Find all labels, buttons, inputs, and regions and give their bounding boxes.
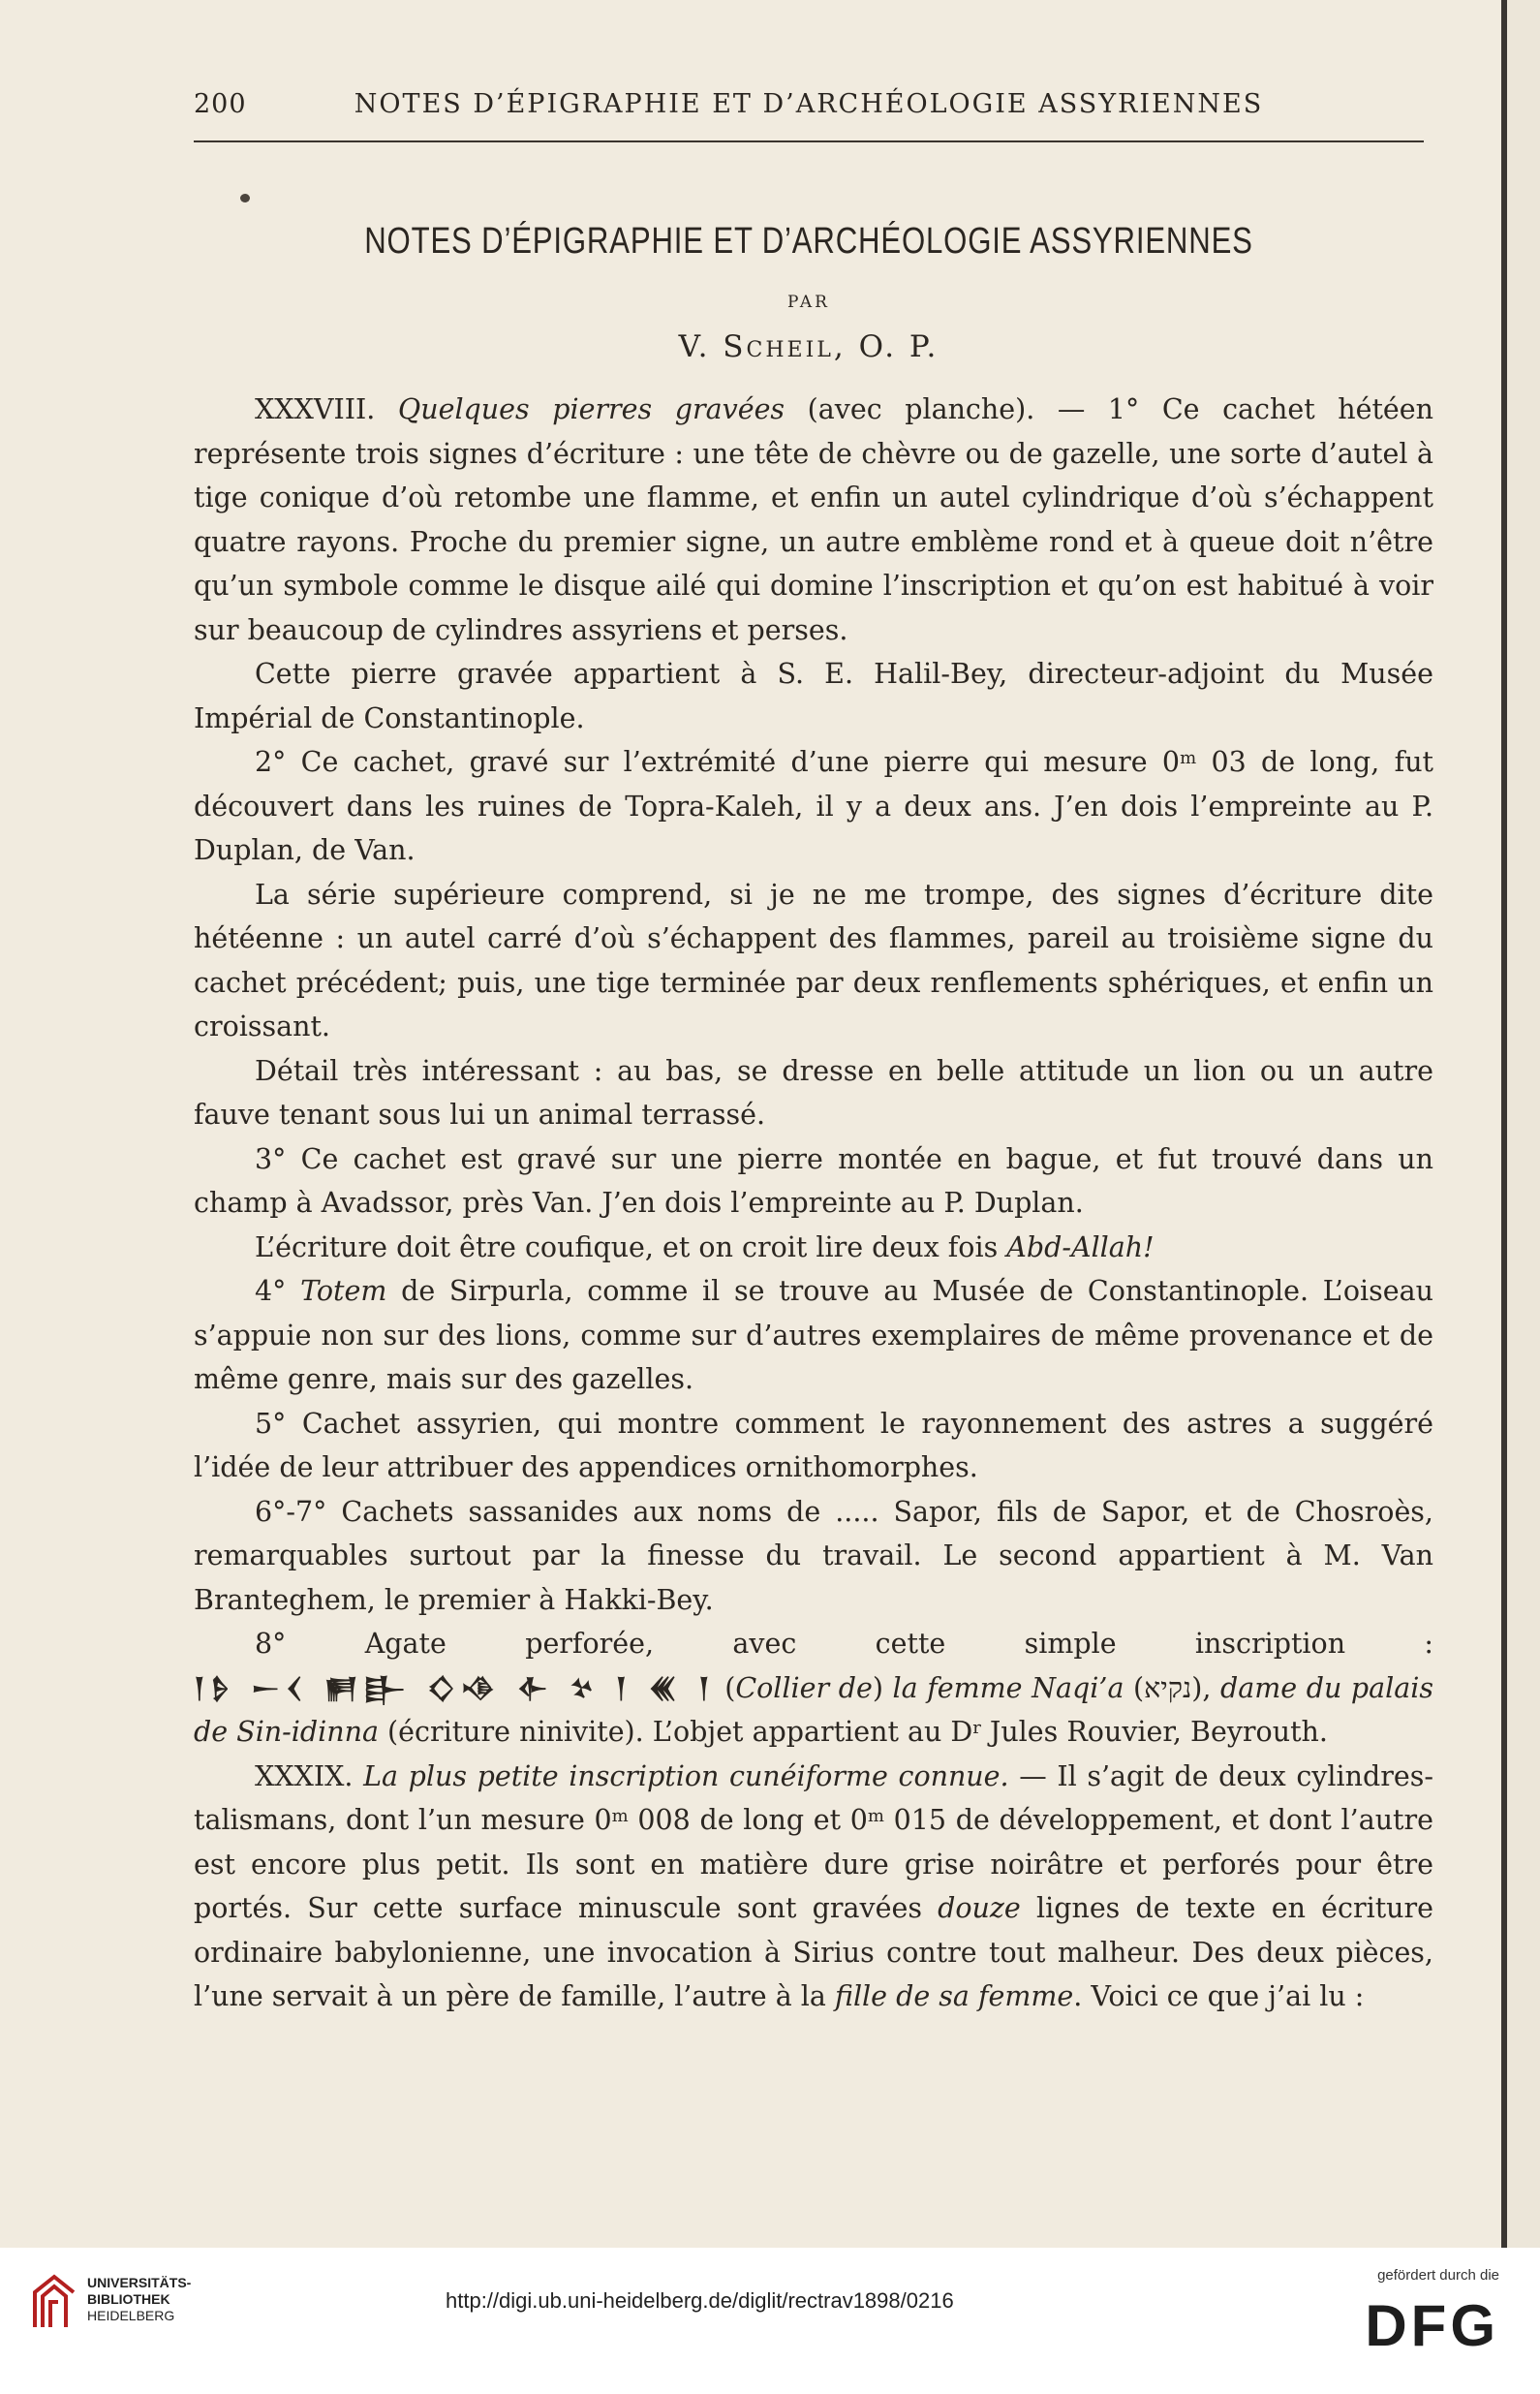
paragraph: 5° Cachet assyrien, qui montre comment le rayonnement des astres a suggéré l’idée de leur attribuer des appendices ornithomorphes. — [194, 1407, 1433, 1483]
running-title: NOTES D’ÉPIGRAPHIE ET D’ARCHÉOLOGIE ASSYRIENNES — [354, 89, 1264, 119]
paragraph: 2° Ce cachet, gravé sur l’extrémité d’une pierre qui mesure 0$^m$ 03 de long, fut découvert dans les ruines de Topra-Kaleh, il y a deux ans. J’en dois l’empreinte au P. Duplan, de Van. — [194, 746, 1433, 866]
ink-speck — [240, 194, 250, 202]
paragraph: Détail très intéressant : au bas, se dresse en belle attitude un lion ou un autre fauve tenant sous lui un animal terrassé. — [194, 1054, 1433, 1131]
header-rule — [194, 140, 1424, 142]
byline-par: PAR — [787, 293, 830, 312]
paragraph: XXXVIII. Quelques pierres gravées (avec planche). — 1° Ce cachet hétéen représente trois signes d’écriture : une tête de chèvre ou de gazelle, une sorte d’autel à tige conique d’où retombe une flamme, et enfin un autel cylindrique d’où s’échappent quatre rayons. Proche du premier signe, un autre emblème rond et à queue doit n’être qu’un symbole comme le disque ailé qui domine l’inscription et qu’on est habitué à voir sur beaucoup de cylindres assyriens et perses. — [194, 393, 1434, 646]
paragraph: 4° Totem de Sirpurla, comme il se trouve au Musée de Constantinople. L’oiseau s’appuie non sur des lions, comme sur d’autres exemplaires de même provenance et de même genre, mais sur des gazelles. — [194, 1275, 1433, 1395]
source-url-link[interactable]: http://digi.ub.uni-heidelberg.de/diglit/rectrav1898/0216 — [446, 2288, 954, 2313]
digitization-footer — [0, 2248, 1540, 2394]
paragraph: XXXIX. La plus petite inscription cunéiforme connue. — Il s’agit de deux cylindres-talismans, dont l’un mesure 0$^m$ 008 de long et 0$^m$ 015 de développement, et dont l’autre est encore plus petit. Ils sont en matière dure grise noirâtre et perforés pour être portés. Sur cette surface minuscule sont gravées douze lignes de texte en écriture ordinaire babylonienne, une invocation à Sirius contre tout malheur. Des deux pièces, l’une servait à un père de famille, l’autre à la fille de sa femme. Voici ce que j’ai lu : — [194, 1759, 1433, 2012]
paragraph: La série supérieure comprend, si je ne me trompe, des signes d’écriture dite hétéenne : un autel carré d’où s’échappent des flammes, pareil au troisième signe du cachet précédent; puis, une tige terminée par deux renflements sphériques, et enfin un croissant. — [194, 878, 1433, 1042]
library-name: UNIVERSITÄTS- BIBLIOTHEK HEIDELBERG — [87, 2275, 192, 2323]
paragraph: 3° Ce cachet est gravé sur une pierre montée en bague, et fut trouvé dans un champ à Avadssor, près Van. J’en dois l’empreinte au P. Duplan. — [194, 1142, 1433, 1219]
dfg-logo: DFG — [1365, 2293, 1499, 2358]
funding-note: gefördert durch die — [1377, 2267, 1499, 2284]
paragraph: Cette pierre gravée appartient à S. E. Halil-Bey, directeur-adjoint du Musée Impérial de Constantinople. — [194, 658, 1433, 734]
running-header — [194, 89, 1424, 128]
paragraph: L’écriture doit être coufique, et on croit lire deux fois Abd-Allah! — [255, 1230, 1155, 1263]
article-author: V. Scheil, O. P. — [678, 329, 939, 364]
cuneiform-inscription: 𒁹𒊩 𒀸𒌋 𒂍𒃲 𒄭𒈾 𒅆 𒆳 𒁹 𒌍 𒁹 — [194, 1671, 716, 1704]
paragraph: 8° Agate perforée, avec cette simple inscription : 𒁹𒊩 𒀸𒌋 𒂍𒃲 𒄭𒈾 𒅆 𒆳 𒁹 𒌍 𒁹 (Collier de) la femme Naqi’a (נקיא), dame du palais de Sin-idinna (écriture ninivite). L’objet appartient au $D^r$ Jules Rouvier, Beyrouth. — [194, 1628, 1433, 1748]
page-number: 200 — [194, 89, 247, 119]
article-body — [194, 388, 1433, 2019]
article-title: NOTES D’ÉPIGRAPHIE ET D’ARCHÉOLOGIE ASSYRIENNES — [364, 221, 1253, 262]
library-logo-icon — [29, 2271, 79, 2331]
paragraph: 6°-7° Cachets sassanides aux noms de ..... Sapor, fils de Sapor, et de Chosroès, remarquables surtout par la finesse du travail. Le second appartient à M. Van Branteghem, le premier à Hakki-Bey. — [194, 1495, 1433, 1616]
